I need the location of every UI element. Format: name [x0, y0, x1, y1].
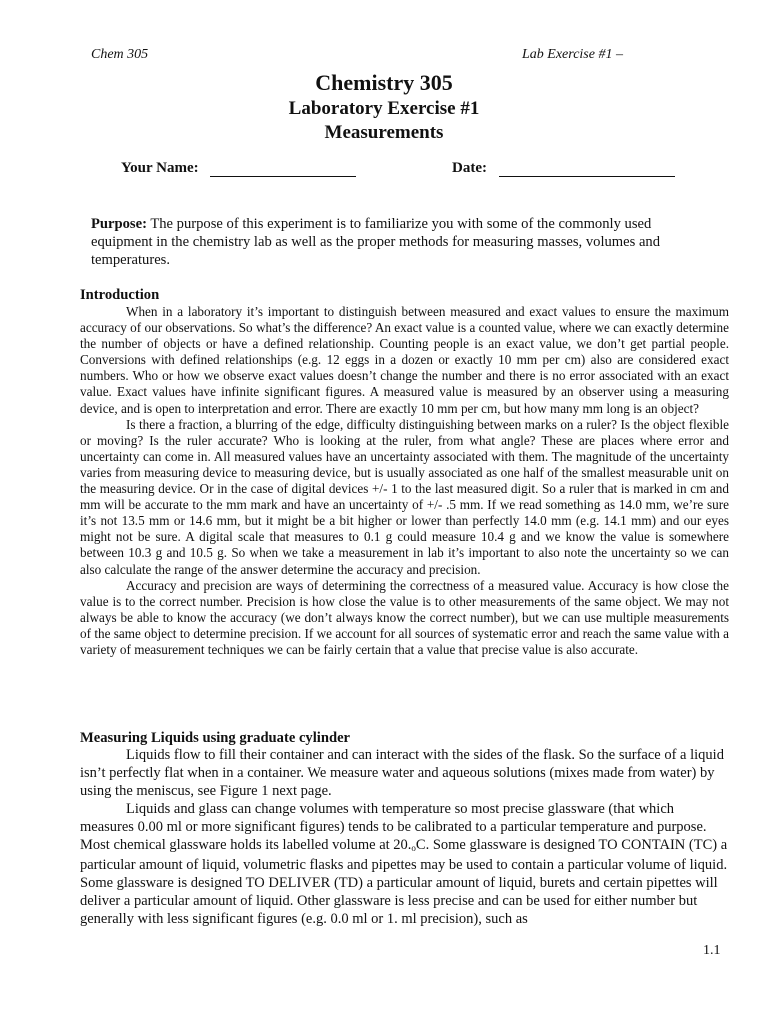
purpose-section	[91, 215, 691, 269]
name-field	[121, 160, 356, 177]
measuring-text: Liquids and glass can change volumes with temperature so most precise glassware (that which measures 0.00 ml or more significant figures) tends to be calibrated to a particular temperature and purpose. Most chemical glassware holds its labelled volume at 20.	[80, 800, 707, 853]
intro-paragraph: Accuracy and precision are ways of determining the correctness of a measured value. Accuracy is how close the value is to the correct number. Precision is how close the value is to other measurements of the same object. We may not always be able to know the accuracy (we don’t always know the correct number), but we can use multiple measurements of the same object to determine precision. If we account for all sources of systematic error and reach the same value with a variety of measurement techniques we can be fairly certain that a value that precise value is also accurate.	[80, 577, 729, 657]
header-course: Chem 305	[91, 47, 149, 62]
intro-paragraph: Is there a fraction, a blurring of the edge, difficulty distinguishing between marks on a ruler? Is the object flexible or moving? Is the ruler accurate? Who is looking at the ruler, from what angle? These are places where error and uncertainty can come in. All measured values have an uncertainty associated with them. The magnitude of the uncertainty varies from measuring device to measuring device, but is usually associated as one half of the smallest measurable unit on the measuring device. Or in the case of digital devices +/- 1 to the last measured digit. So a ruler that is marked in cm and mm will be accurate to the mm mark and have an uncertainty of +/- .5 mm. If we read something as 14.0 mm, we’re sure it’s not 13.5 mm or 14.6 mm, but it might be a bit higher or lower than perfectly 14.0 mm (e.g. 14.1 mm) and our eyes might not be sure. A digital scale that measures to 0.1 g could measure 10.4 g and we know the value is somewhere between 10.3 g and 10.5 g. So when we take a measurement in lab it’s important to also note the uncertainty so we can also calculate the range of the answer determine the accuracy and precision.	[80, 416, 729, 577]
page-number: 1.1	[703, 943, 721, 958]
date-blank-line	[499, 161, 675, 177]
purpose-text: The purpose of this experiment is to familiarize you with some of the commonly used equipment in the chemistry lab as well as the proper methods for measuring masses, volumes and temperatures.	[91, 216, 661, 268]
introduction-heading: Introduction	[80, 287, 160, 303]
name-blank-line	[210, 161, 356, 177]
intro-paragraph: When in a laboratory it’s important to distinguish between measured and exact values to ensure the maximum accuracy of our observations. So what’s the difference? An exact value is a counted value, where we can exactly determine the number of objects or have a defined relationship. Counting people is an exact value, we don’t get partial people. Conversions with defined relationships (e.g. 12 eggs in a dozen or exactly 10 mm per cm) also are considered exact numbers. Who or how we observe exact values doesn’t change the number and there is no error associated with an exact value. Exact values have infinite significant figures. A measured value is measured by an observer using a measuring device, and is open to interpretation and error. There are exactly 10 mm per cm, but how many mm long is an object?	[80, 304, 729, 416]
date-label: Date:	[452, 160, 487, 176]
date-field	[452, 160, 675, 177]
introduction-body	[80, 304, 729, 658]
name-label: Your Name:	[121, 160, 199, 176]
header-exercise: Lab Exercise #1 –	[522, 47, 623, 62]
page-title: Chemistry 305	[315, 70, 453, 95]
measuring-text: C. Some glassware is designed TO CONTAIN (TC) a particular amount of liquid, volumetric flasks and pipettes may be used to contain a particular volume of liquid. Some glassware is designed TO DELIVER (TD) a particular amount of liquid, burets and certain pipettes will deliver a particular amount of liquid. Other glassware is less precise and can be used for either number but generally with less significant figures (e.g. 0.0 ml or 1. ml precision), such as	[80, 836, 728, 928]
purpose-label: Purpose:	[91, 216, 147, 232]
measuring-body	[80, 747, 729, 929]
page-subtitle: Laboratory Exercise #1	[288, 98, 480, 119]
degree-subscript: o	[411, 842, 416, 853]
measuring-paragraph: Liquids flow to fill their container and can interact with the sides of the flask. So the surface of a liquid isn’t perfectly flat when in a container. We measure water and aqueous solutions (mixes made from water) by using the meniscus, see Figure 1 next page.	[80, 747, 724, 799]
measuring-paragraph	[80, 801, 729, 929]
measuring-heading: Measuring Liquids using graduate cylinder	[80, 730, 351, 746]
page-subtitle-topic: Measurements	[324, 122, 444, 143]
